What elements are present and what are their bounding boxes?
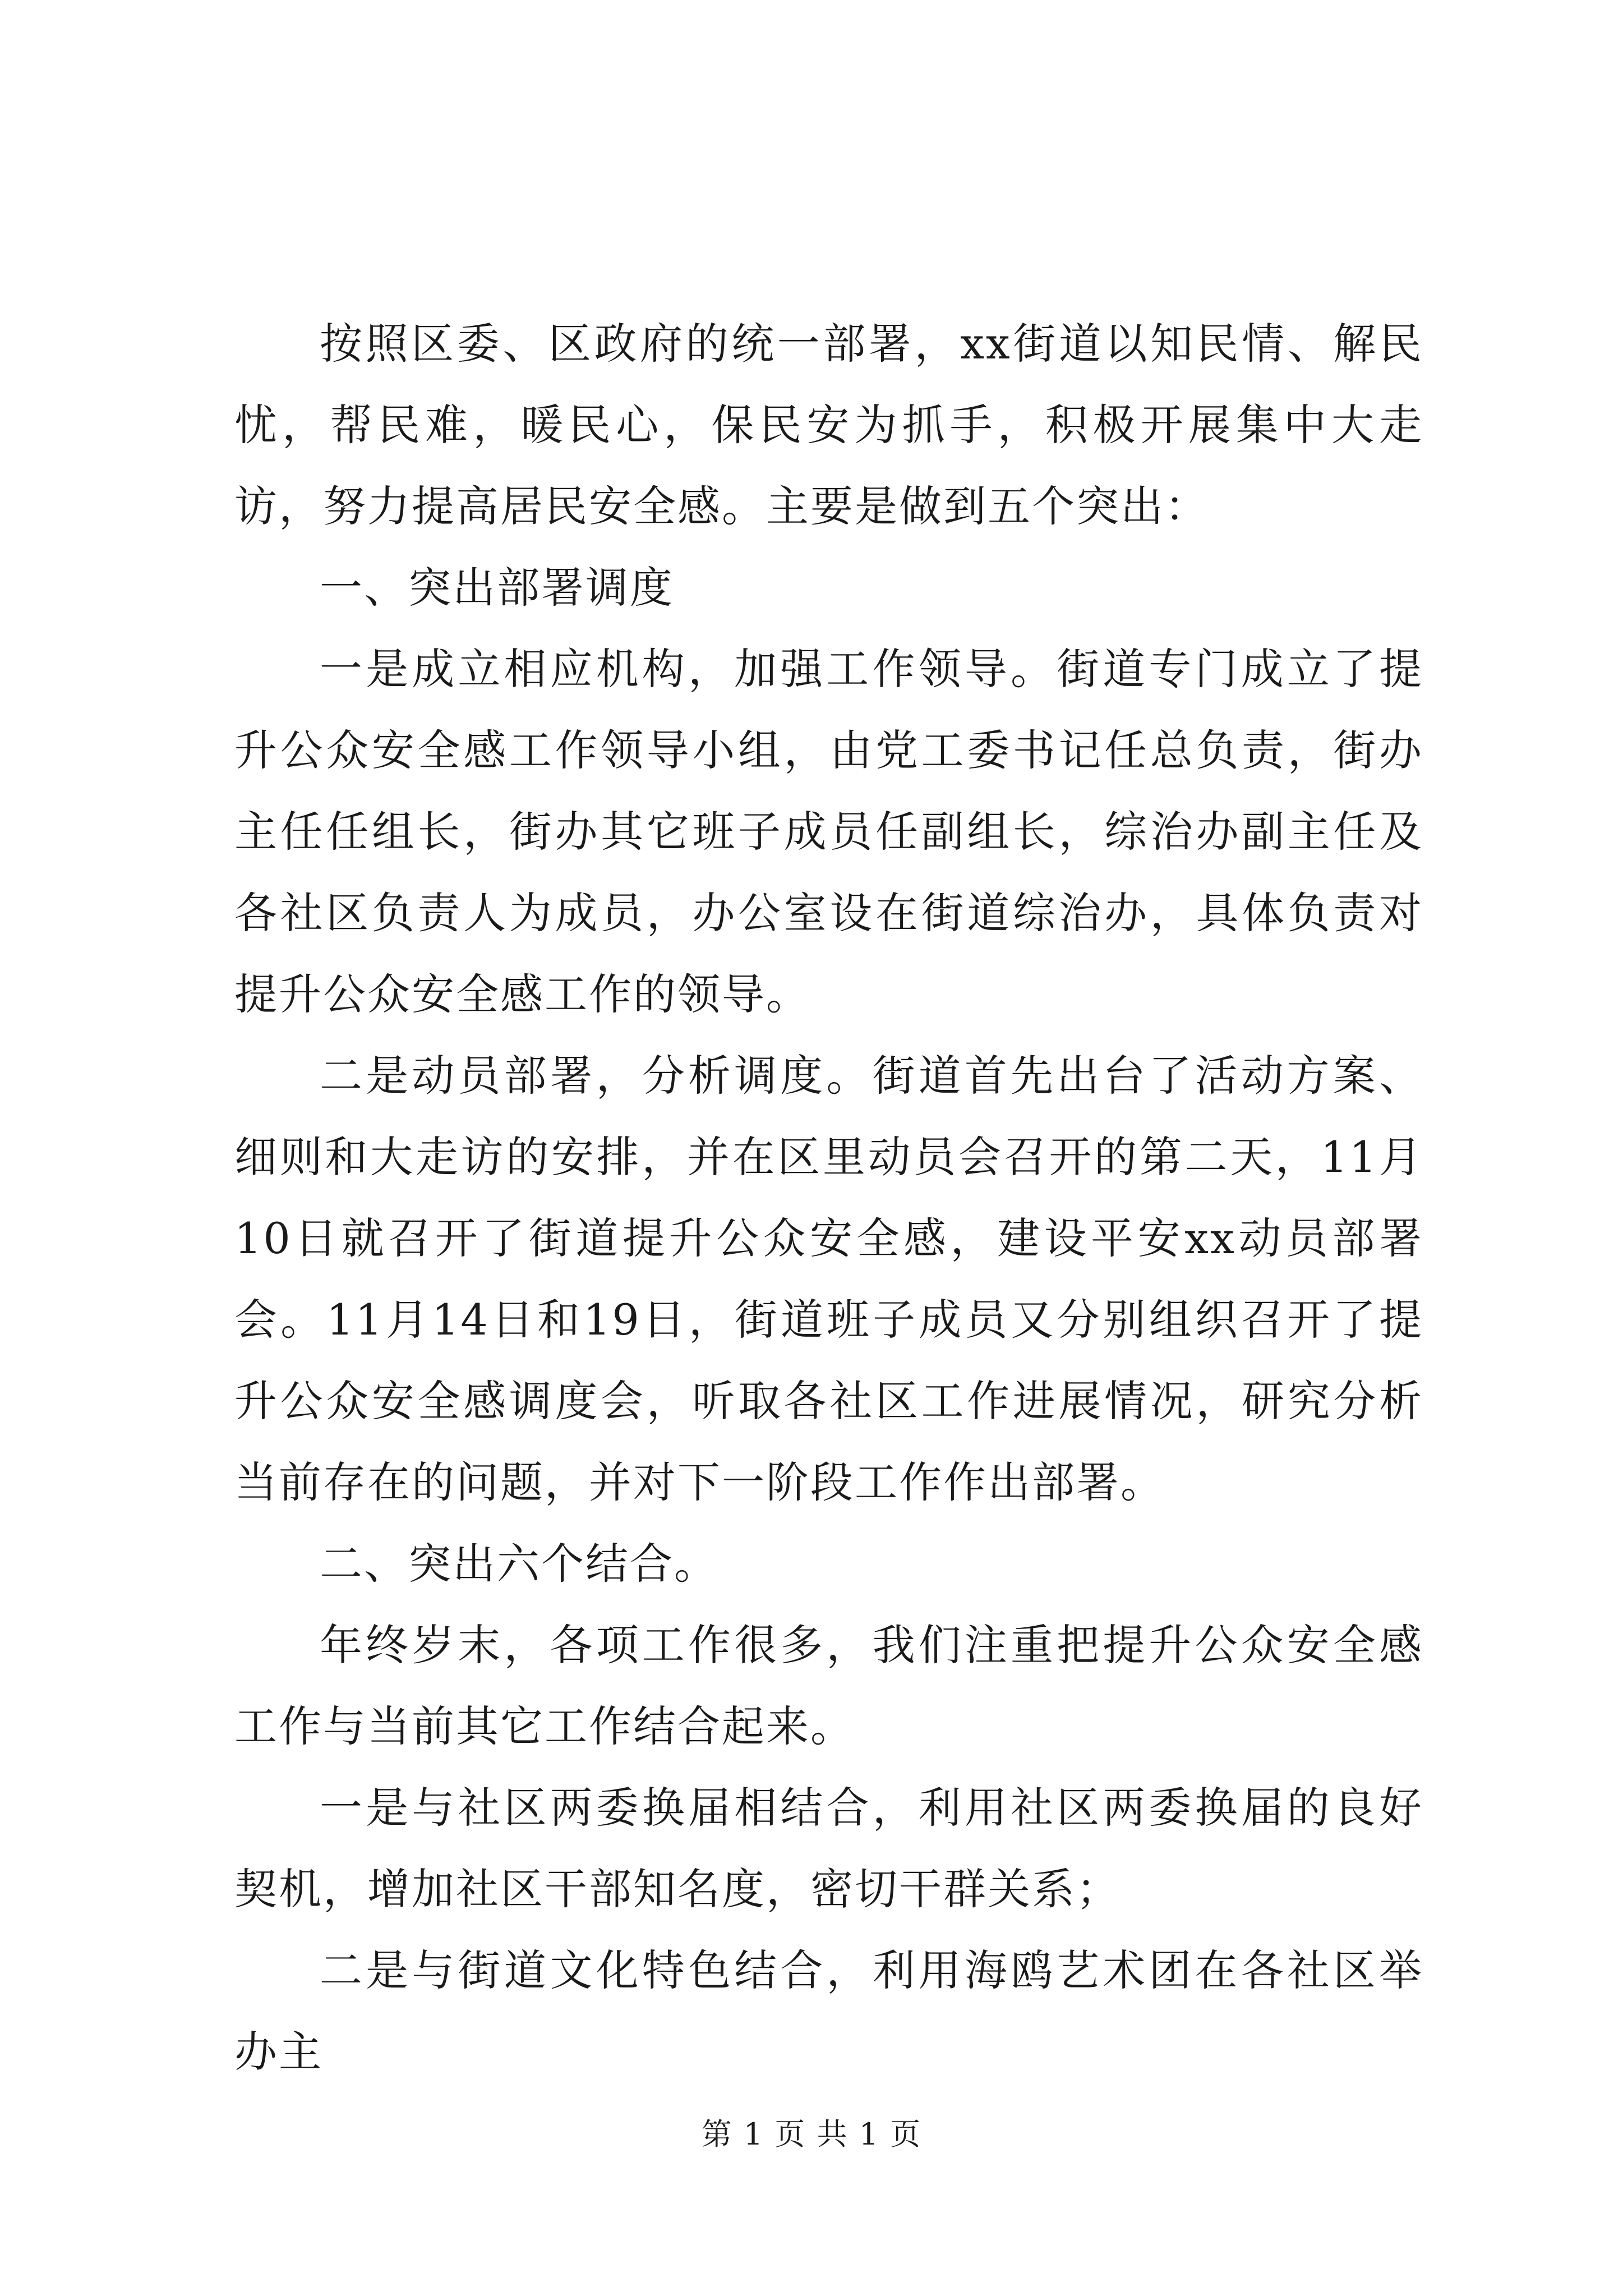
document-body — [234, 303, 1423, 2092]
paragraph-year-end: 年终岁末，各项工作很多，我们注重把提升公众安全感工作与当前其它工作结合起来。 — [234, 1620, 1423, 1751]
paragraph-combination-1: 一是与社区两委换届相结合，利用社区两委换届的良好契机，增加社区干部知名度，密切干群关系； — [234, 1783, 1423, 1914]
paragraph-organization: 一是成立相应机构，加强工作领导。街道专门成立了提升公众安全感工作领导小组，由党工委书记任总负责，街办主任任组长，街办其它班子成员任副组长，综治办副主任及各社区负责人为成员，办公室设在街道综治办，具体负责对提升公众安全感工作的领导。 — [234, 644, 1423, 1019]
section-heading-2: 二、突出六个结合。 — [320, 1539, 718, 1589]
paragraph-combination-2: 二是与街道文化特色结合，利用海鸥艺术团在各社区举办主 — [234, 1945, 1423, 2077]
paragraph-mobilization: 二是动员部署，分析调度。街道首先出台了活动方案、细则和大走访的安排，并在区里动员会召开的第二天，11月10日就召开了街道提升公众安全感，建设平安xx动员部署会。11月14日和19日，街道班子成员又分别组织召开了提升公众安全感调度会，听取各社区工作进展情况，研究分析当前存在的问题，并对下一阶段工作作出部署。 — [234, 1051, 1423, 1507]
page-footer: 第 1 页 共 1 页 — [701, 2116, 922, 2152]
paragraph-intro: 按照区委、区政府的统一部署，xx街道以知民情、解民忧，帮民难，暖民心，保民安为抓手，积极开展集中大走访，努力提高居民安全感。主要是做到五个突出： — [234, 319, 1423, 531]
section-heading-1: 一、突出部署调度 — [320, 563, 674, 613]
